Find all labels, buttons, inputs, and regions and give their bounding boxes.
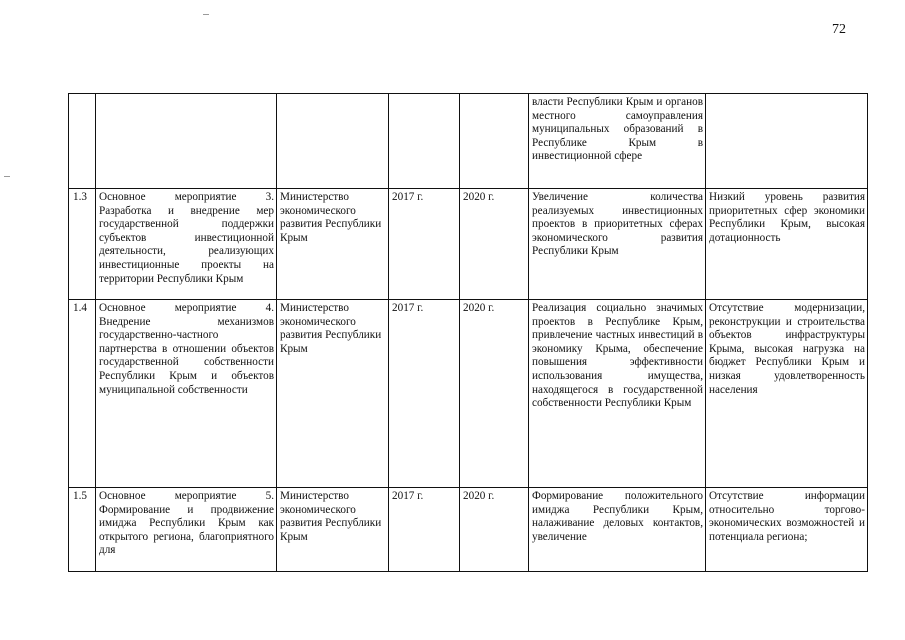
event-cell: Основное мероприятие 3. Разработка и внедрение мер государственной поддержки субъектов инвестиционной деятельности, реализующих инвестиционные проекты на территории Республики Крым <box>96 189 277 300</box>
expected-result-cell: Формирование положительного имиджа Республики Крым, налаживание деловых контактов, увеличение <box>529 488 706 572</box>
start-year-cell: 2017 г. <box>389 488 460 572</box>
table-row <box>69 94 868 189</box>
scan-artifact-mark <box>4 176 10 177</box>
consequences-cell: Отсутствие информации относительно торгово-экономических возможностей и потенциала региона; <box>706 488 868 572</box>
consequences-cell <box>706 94 868 189</box>
row-number-cell: 1.4 <box>69 300 96 488</box>
scan-artifact-mark <box>203 14 209 15</box>
end-year-cell <box>460 94 529 189</box>
row-number-cell: 1.3 <box>69 189 96 300</box>
event-cell <box>96 94 277 189</box>
end-year-cell: 2020 г. <box>460 488 529 572</box>
event-cell: Основное мероприятие 5. Формирование и продвижение имиджа Республики Крым как открытого региона, благоприятного для <box>96 488 277 572</box>
end-year-cell: 2020 г. <box>460 300 529 488</box>
table-row <box>69 189 868 300</box>
executor-cell: Министерство экономического развития Республики Крым <box>277 300 389 488</box>
table-row <box>69 300 868 488</box>
page-number: 72 <box>832 22 846 37</box>
event-cell: Основное мероприятие 4. Внедрение механизмов государственно-частного партнерства в отношении объектов государственной собственности Республики Крым и объектов муниципальной собственности <box>96 300 277 488</box>
start-year-cell: 2017 г. <box>389 189 460 300</box>
consequences-cell: Низкий уровень развития приоритетных сфер экономики Республики Крым, высокая дотационность <box>706 189 868 300</box>
expected-result-cell: Реализация социально значимых проектов в Республике Крым, привлечение частных инвестиций в экономику Крыма, обеспечение повышения эффективности использования имущества, находящегося в государственной собственности Республики Крым <box>529 300 706 488</box>
measures-table <box>68 93 868 572</box>
executor-cell: Министерство экономического развития Республики Крым <box>277 488 389 572</box>
end-year-cell: 2020 г. <box>460 189 529 300</box>
executor-cell: Министерство экономического развития Республики Крым <box>277 189 389 300</box>
table-row <box>69 488 868 572</box>
start-year-cell <box>389 94 460 189</box>
consequences-cell: Отсутствие модернизации, реконструкции и строительства объектов инфраструктуры Крыма, высокая нагрузка на бюджет Республики Крым и низкая удовлетворенность населения <box>706 300 868 488</box>
expected-result-cell: власти Республики Крым и органов местного самоуправления муниципальных образований в Республике Крым в инвестиционной сфере <box>529 94 706 189</box>
executor-cell <box>277 94 389 189</box>
start-year-cell: 2017 г. <box>389 300 460 488</box>
expected-result-cell: Увеличение количества реализуемых инвестиционных проектов в приоритетных сферах экономического развития Республики Крым <box>529 189 706 300</box>
row-number-cell <box>69 94 96 189</box>
row-number-cell: 1.5 <box>69 488 96 572</box>
